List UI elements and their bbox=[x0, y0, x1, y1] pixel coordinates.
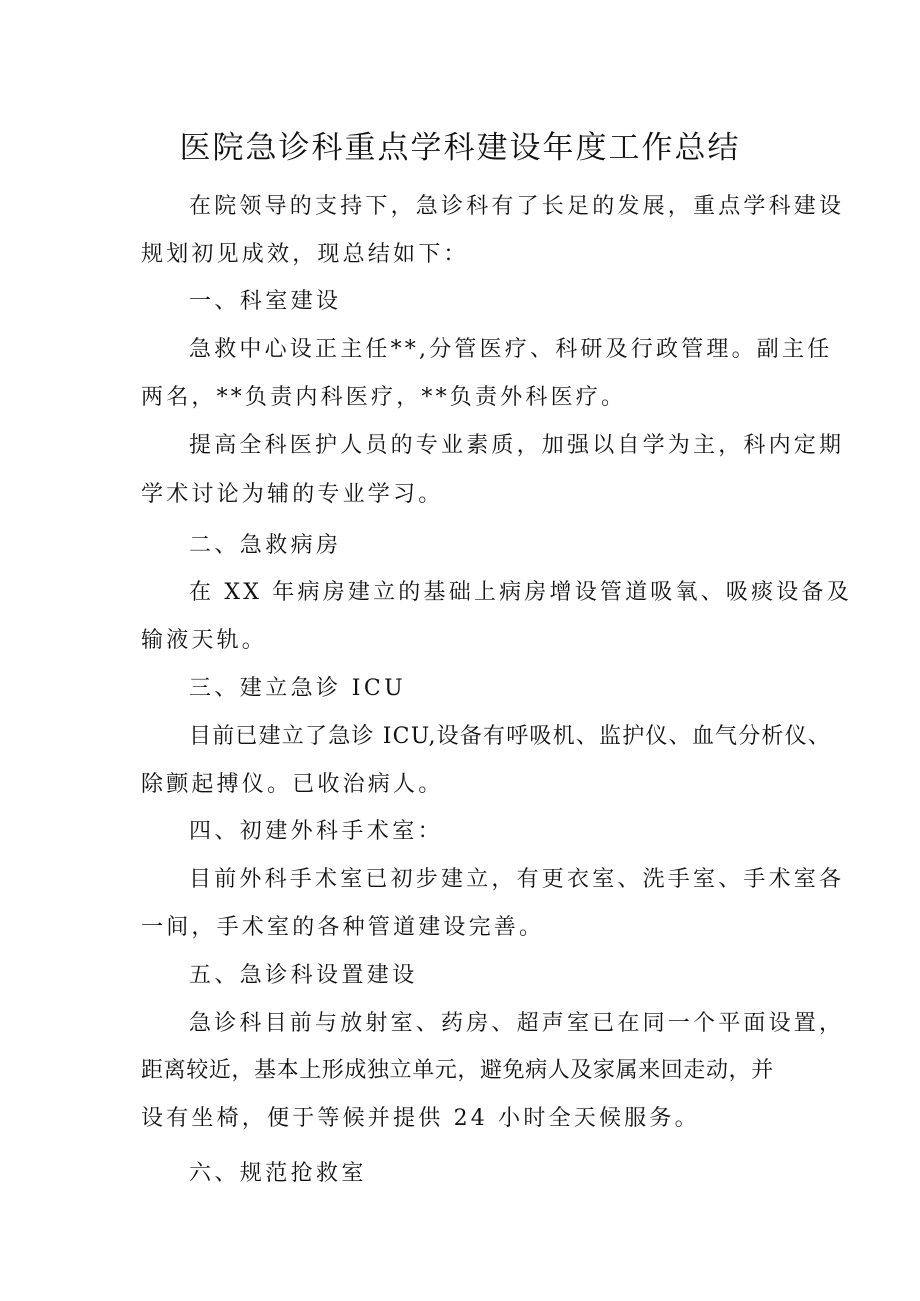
section-heading-1: 一、科室建设 bbox=[189, 289, 342, 314]
paragraph-5-line-1: 目前已建立了急诊 ICU,设备有呼吸机、监护仪、血气分析仪、 bbox=[189, 724, 832, 749]
paragraph-2-line-2: 两名，**负责内科医疗，**负责外科医疗。 bbox=[141, 385, 627, 410]
paragraph-6-line-1: 目前外科手术室已初步建立，有更衣室、洗手室、手术室各 bbox=[189, 867, 845, 892]
document-title: 医院急诊科重点学科建设年度工作总结 bbox=[179, 130, 741, 166]
paragraph-4-line-1: 在 XX 年病房建立的基础上病房增设管道吸氧、吸痰设备及 bbox=[189, 580, 852, 605]
paragraph-1-line-1: 在院领导的支持下，急诊科有了长足的发展，重点学科建设 bbox=[189, 194, 845, 219]
paragraph-6-line-2: 一间，手术室的各种管道建设完善。 bbox=[141, 915, 545, 940]
paragraph-3-line-1: 提高全科医护人员的专业素质，加强以自学为主，科内定期 bbox=[189, 433, 845, 458]
section-heading-3: 三、建立急诊 ICU bbox=[189, 676, 407, 701]
paragraph-3-line-2: 学术讨论为辅的专业学习。 bbox=[141, 482, 444, 507]
paragraph-4-line-2: 输液天轨。 bbox=[141, 628, 268, 653]
section-heading-6: 六、规范抢救室 bbox=[189, 1161, 367, 1186]
paragraph-1-line-2: 规划初见成效，现总结如下： bbox=[141, 242, 469, 267]
paragraph-7-line-1: 急诊科目前与放射室、药房、超声室已在同一个平面设置， bbox=[189, 1011, 845, 1036]
paragraph-2-line-1: 急救中心设正主任**,分管医疗、科研及行政管理。副主任 bbox=[189, 337, 833, 362]
section-heading-2: 二、急救病房 bbox=[189, 533, 342, 558]
paragraph-7-line-3: 设有坐椅，便于等候并提供 24 小时全天候服务。 bbox=[141, 1106, 700, 1131]
section-heading-5: 五、急诊科设置建设 bbox=[189, 963, 418, 988]
paragraph-7-line-2: 距离较近，基本上形成独立单元，避免病人及家属来回走动，并 bbox=[141, 1058, 774, 1083]
paragraph-5-line-2: 除颤起搏仪。已收治病人。 bbox=[141, 772, 444, 797]
section-heading-4: 四、初建外科手术室： bbox=[189, 819, 444, 844]
